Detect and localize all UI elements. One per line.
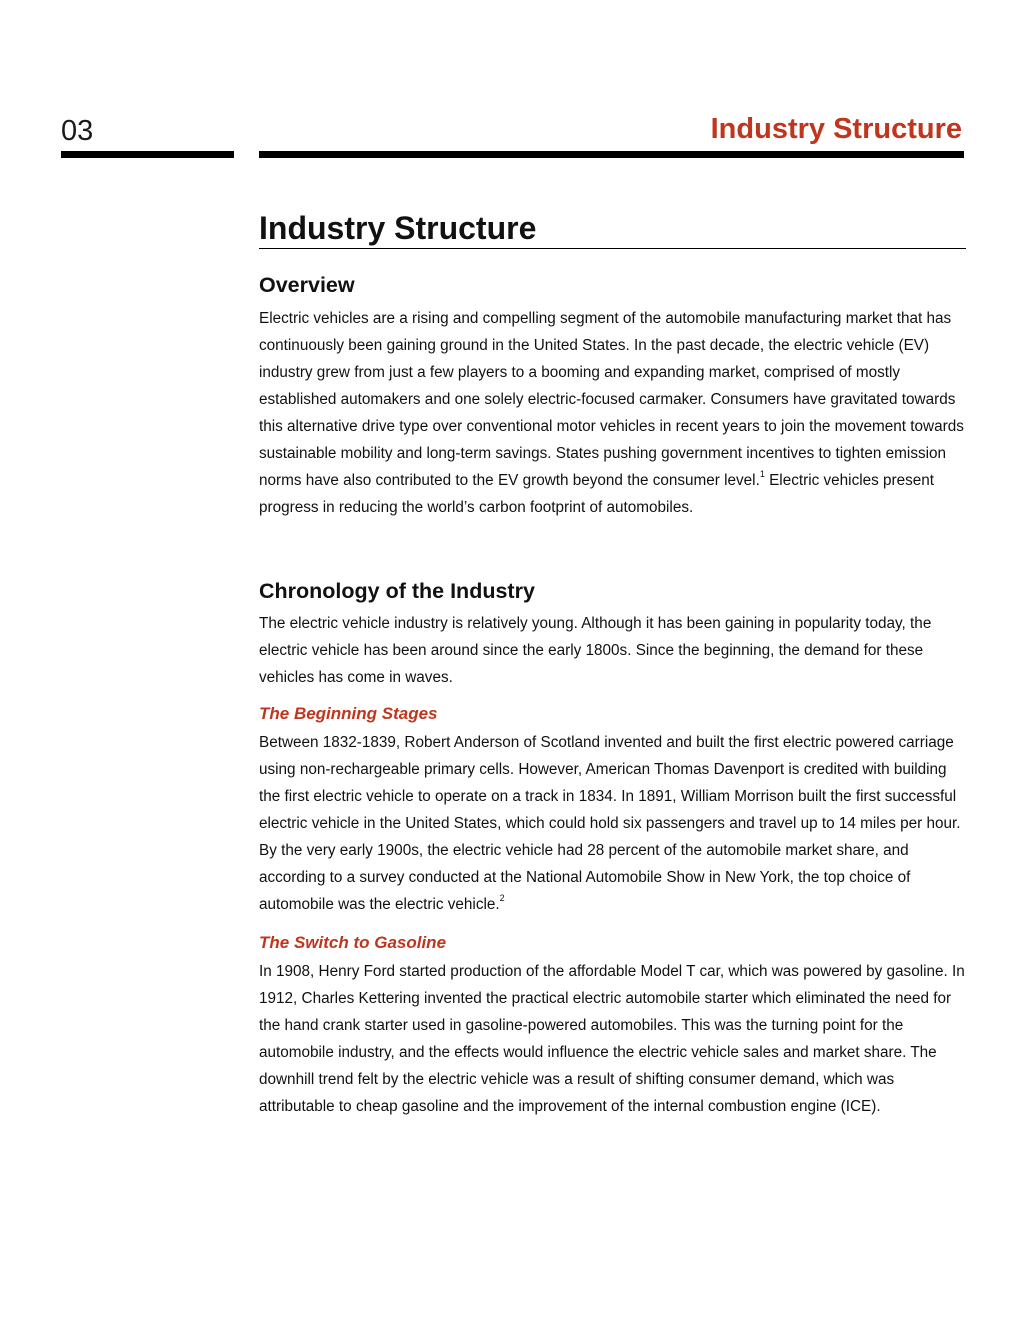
- page-number: 03: [61, 115, 94, 147]
- header-title: Industry Structure: [710, 113, 962, 145]
- overview-text: Electric vehicles are a rising and compelling segment of the automobile manufacturing market that has continuously been gaining ground in the United States. In the past decade, the electric vehicle (EV) industry grew from just a few players to a booming and expanding market, comprised of mostly established automakers and one solely electric-focused carmaker. Consumers have gravitated towards this alternative drive type over conventional motor vehicles in recent years to join the movement towards sustainable mobility and long-term savings. States pushing government incentives to tighten emission norms have also contributed to the EV growth beyond the consumer level.: [259, 310, 964, 489]
- overview-heading: Overview: [259, 273, 355, 297]
- footnote-ref-1: 1: [759, 468, 765, 479]
- chronology-heading: Chronology of the Industry: [259, 579, 535, 603]
- overview-paragraph: [259, 305, 966, 521]
- section-title: Industry Structure: [259, 208, 966, 249]
- switch-to-gasoline-paragraph: In 1908, Henry Ford started production of the affordable Model T car, which was powered by gasoline. In 1912, Charles Kettering invented the practical electric automobile starter which eliminated the need for the hand crank starter used in gasoline-powered automobiles. This was the turning point for the automobile industry, and the effects would influence the electric vehicle sales and market share. The downhill trend felt by the electric vehicle was a result of shifting consumer demand, which was attributable to cheap gasoline and the improvement of the internal combustion engine (ICE).: [259, 963, 965, 1115]
- switch-to-gasoline-heading: The Switch to Gasoline: [259, 933, 447, 952]
- page-content: [259, 208, 966, 1120]
- chronology-intro: The electric vehicle industry is relatively young. Although it has been gaining in popularity today, the electric vehicle has been around since the early 1800s. Since the beginning, the demand for these vehicles has come in waves.: [259, 615, 932, 686]
- footnote-ref-2: 2: [499, 892, 505, 903]
- header-rule-right: [259, 151, 964, 158]
- overview-text-continued: Electric vehicles present progress in reducing the world’s carbon footprint of automobiles.: [259, 472, 935, 516]
- beginning-stages-text: Between 1832-1839, Robert Anderson of Scotland invented and built the first electric powered carriage using non-rechargeable primary cells. However, American Thomas Davenport is credited with building the first electric vehicle to operate on a track in 1834. In 1891, William Morrison built the first successful electric vehicle in the United States, which could hold six passengers and travel up to 14 miles per hour. By the very early 1900s, the electric vehicle had 28 percent of the automobile market share, and according to a survey conducted at the National Automobile Show in New York, the top choice of automobile was the electric vehicle.: [259, 734, 961, 913]
- beginning-stages-paragraph: [259, 729, 966, 918]
- header-rule-left: [61, 151, 234, 158]
- beginning-stages-heading: The Beginning Stages: [259, 704, 438, 723]
